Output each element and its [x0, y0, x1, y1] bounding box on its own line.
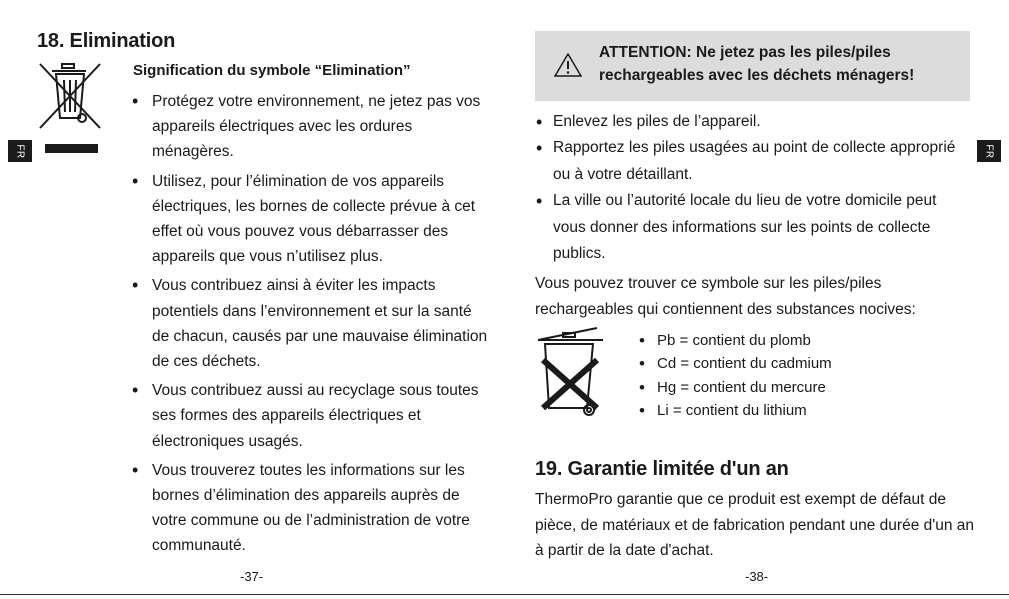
- list-item: • Li = contient du lithium: [637, 399, 937, 422]
- list-item: • Vous contribuez ainsi à éviter les impacts potentiels dans l’environnement et sur la santé de chacun, causés par une mauvaise élimination de ces déchets.: [130, 273, 490, 374]
- list-item: • La ville ou l’autorité locale du lieu de votre domicile peut vous donner des informations sur les points de collecte publics.: [535, 188, 970, 267]
- page-number-left: -37-: [240, 569, 264, 584]
- section-heading-elimination: 18. Elimination: [37, 30, 176, 52]
- warning-text: [599, 41, 914, 87]
- warning-box: [535, 31, 970, 101]
- list-item: • Cd = contient du cadmium: [637, 352, 937, 375]
- battery-crossed-bin-icon: [535, 324, 609, 420]
- weee-crossed-bin-icon: [38, 60, 102, 132]
- list-item: • Pb = contient du plomb: [637, 329, 937, 352]
- elimination-subheading: Signification du symbole “Elimination”: [133, 62, 411, 79]
- weee-black-bar: [45, 144, 98, 153]
- list-item: • Vous contribuez aussi au recyclage sous toutes ses formes des appareils électriques et électroniques usagés.: [130, 378, 490, 454]
- warning-line: rechargeables avec les déchets ménagers!: [599, 67, 915, 84]
- list-item: • Utilisez, pour l’élimination de vos appareils électriques, les bornes de collecte prévue à cet effet où vous pouvez vous débarrasser des appareils que vous n’utilisez plus.: [130, 169, 490, 270]
- list-item: • Enlevez les piles de l’appareil.: [535, 109, 970, 135]
- bottom-rule: [0, 594, 1009, 595]
- language-tab-left: FR: [8, 140, 32, 162]
- battery-symbol-paragraph: Vous pouvez trouver ce symbole sur les piles/piles rechargeables qui contiennent des substances nocives:: [535, 275, 916, 318]
- list-item: • Protégez votre environnement, ne jetez pas vos appareils électriques avec les ordures ménagères.: [130, 89, 490, 165]
- warranty-paragraph: ThermoPro garantie que ce produit est exempt de défaut de pièce, de matériaux et de fabrication pendant une durée d'un an à partir de la date d'achat.: [535, 491, 974, 559]
- list-item: • Rapportez les piles usagées au point de collecte approprié ou à votre détaillant.: [535, 135, 970, 188]
- language-tab-right: FR: [977, 140, 1001, 162]
- battery-bullet-list: [535, 109, 970, 267]
- list-item: • Hg = contient du mercure: [637, 376, 937, 399]
- section-heading-warranty: 19. Garantie limitée d'un an: [535, 458, 789, 480]
- warning-triangle-icon: [554, 53, 582, 77]
- substance-list: [637, 329, 937, 422]
- warning-line: ATTENTION: Ne jetez pas les piles/piles: [599, 44, 891, 61]
- elimination-bullet-list: [130, 89, 490, 563]
- list-item: • Vous trouverez toutes les informations sur les bornes d’élimination des appareils auprès de votre commune ou de l’administration de votre communauté.: [130, 458, 490, 559]
- page-number-right: -38-: [745, 569, 769, 584]
